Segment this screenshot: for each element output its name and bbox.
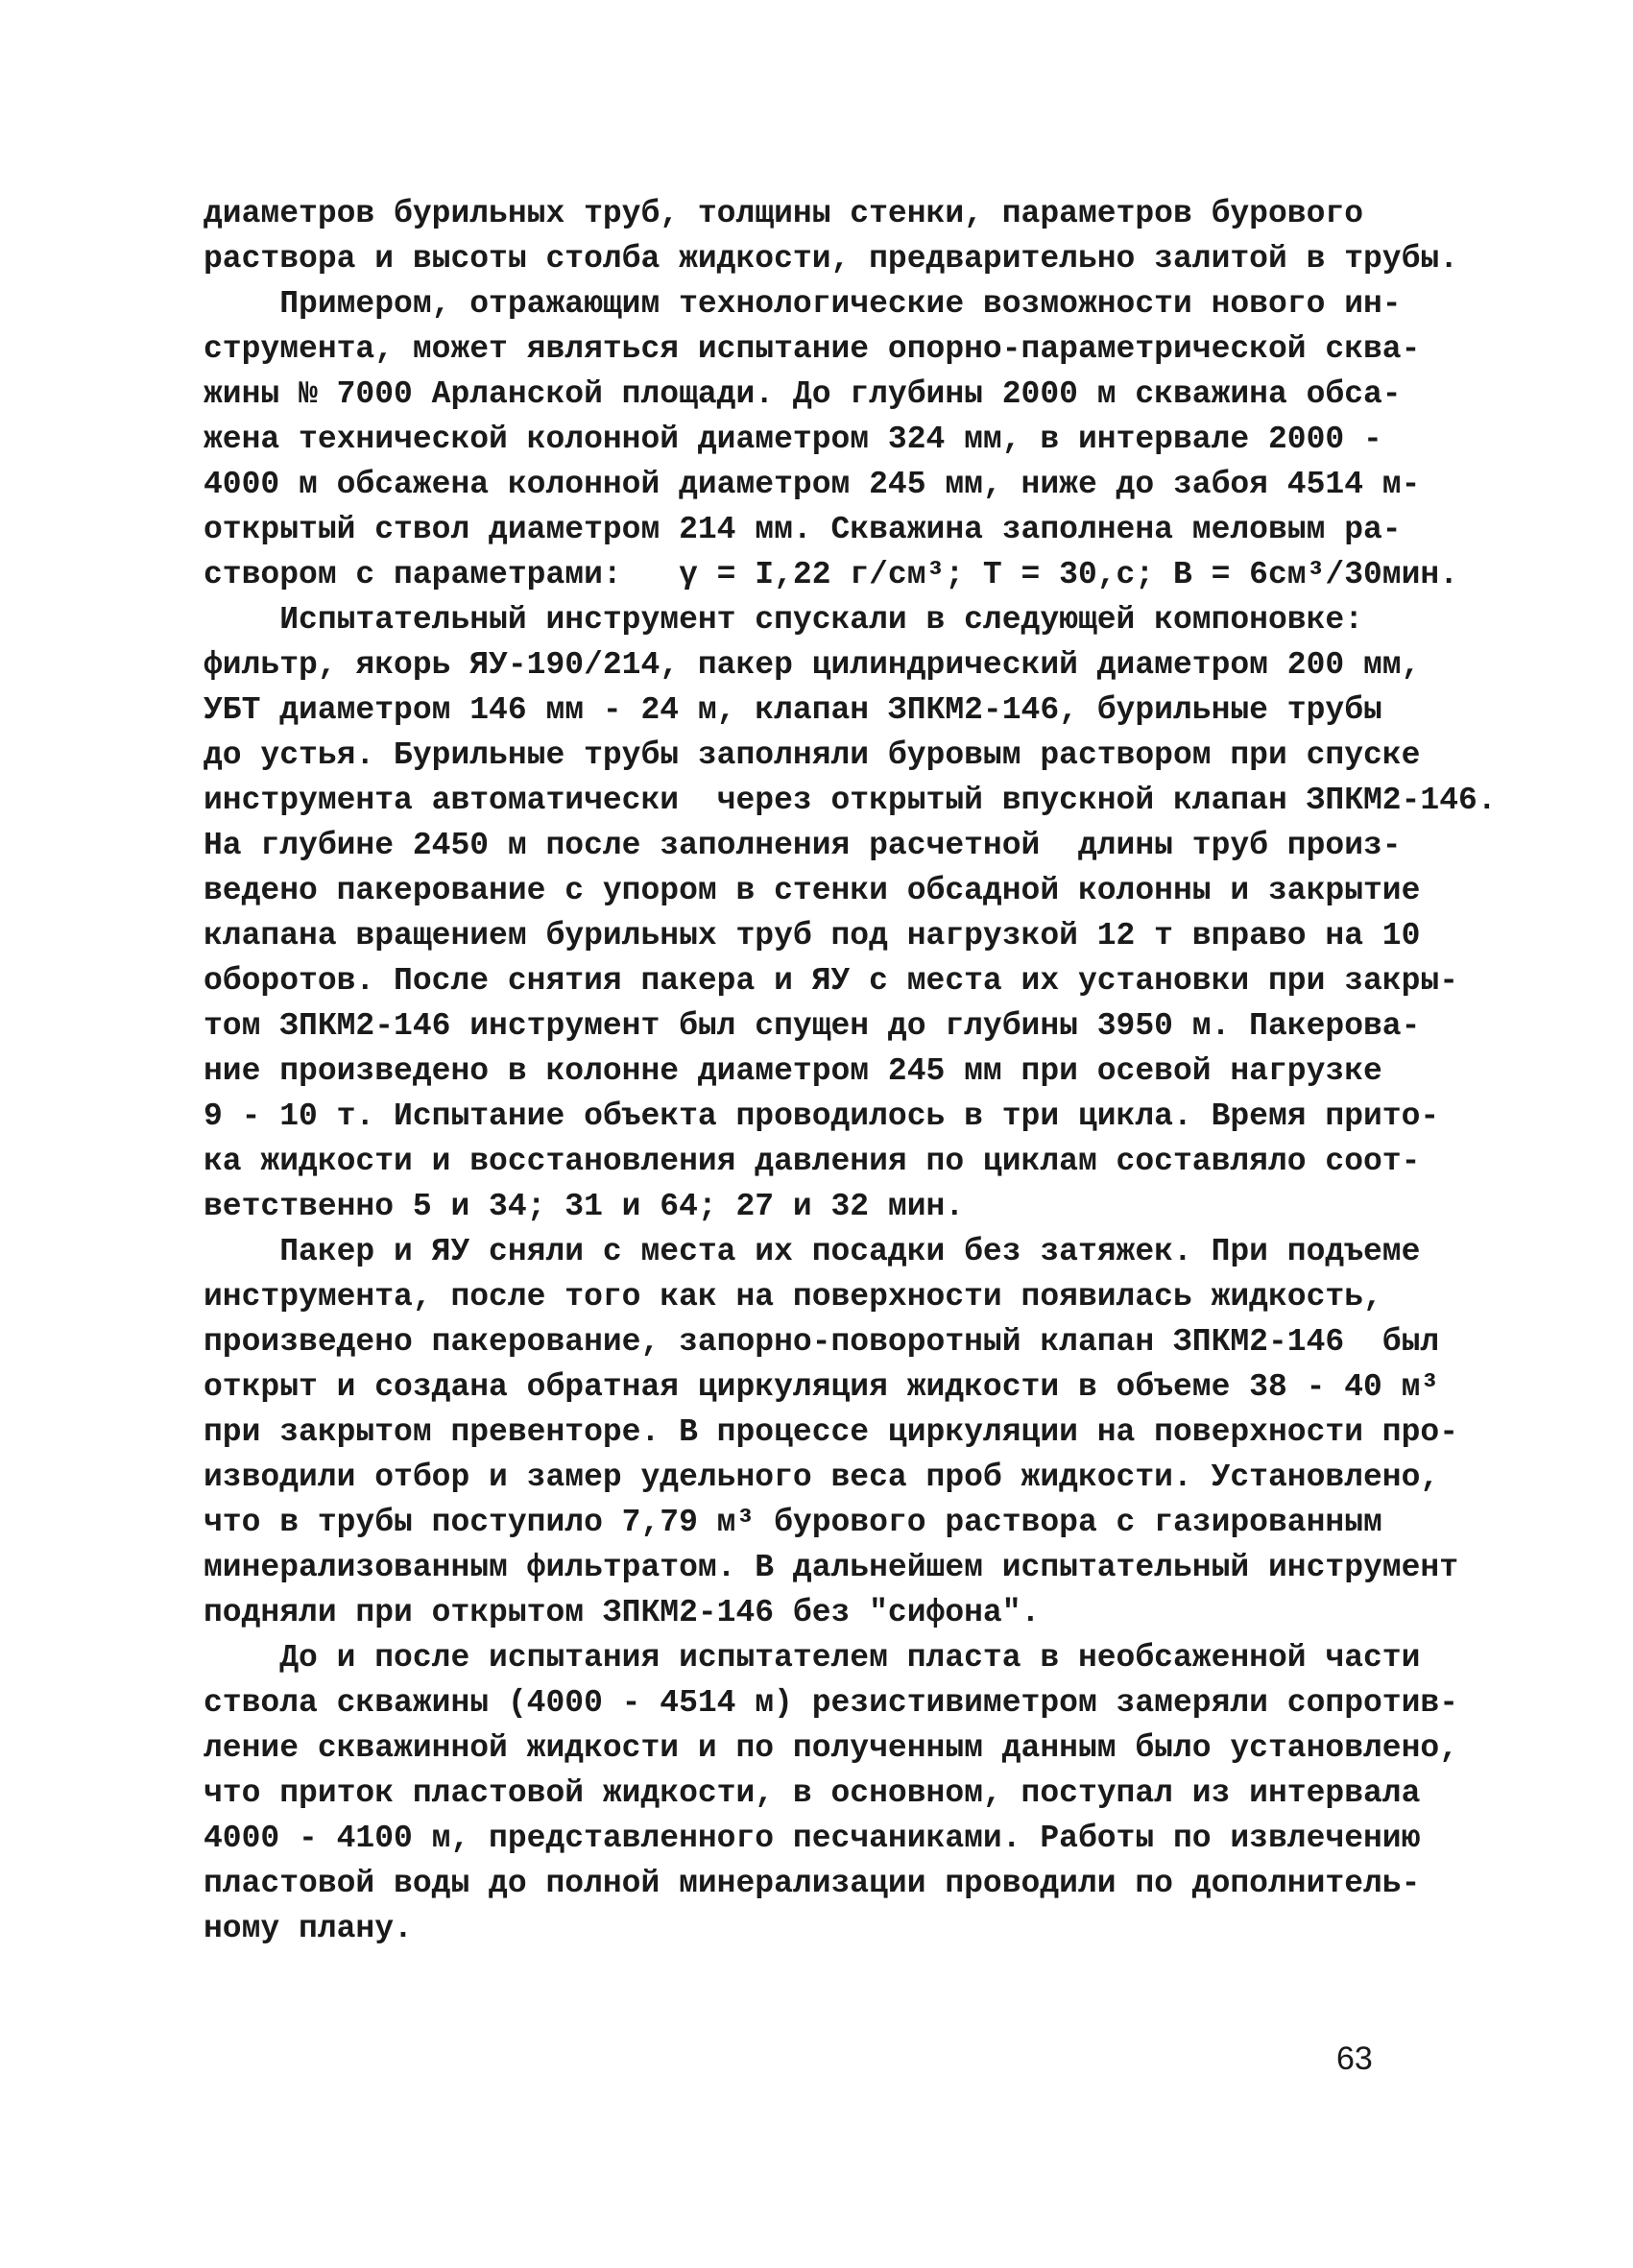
text-line: оборотов. После снятия пакера и ЯУ с места их установки при закры- [204, 963, 1459, 999]
text-line: до устья. Бурильные трубы заполняли буровым раствором при спуске [204, 737, 1421, 773]
text-line: инструмента автоматически через открытый впускной клапан ЗПКМ2-146. [204, 783, 1497, 818]
text-line: ление скважинной жидкости и по полученным данным было установлено, [204, 1730, 1459, 1766]
text-line: ведено пакерование с упором в стенки обсадной колонны и закрытие [204, 873, 1421, 908]
text-line: 9 - 10 т. Испытание объекта проводилось в три цикла. Время прито- [204, 1098, 1440, 1134]
text-line: 4000 м обсажена колонной диаметром 245 мм, ниже до забоя 4514 м- [204, 467, 1421, 502]
text-line: клапана вращением бурильных труб под нагрузкой 12 т вправо на 10 [204, 918, 1421, 953]
text-line: что приток пластовой жидкости, в основном, поступал из интервала [204, 1775, 1421, 1811]
text-line: створом с параметрами: γ = I,22 г/см³; Т = 30,с; В = 6см³/30мин. [204, 557, 1459, 592]
text-line: ному плану. [204, 1911, 413, 1946]
text-line: изводили отбор и замер удельного веса проб жидкости. Установлено, [204, 1460, 1440, 1495]
text-line: До и после испытания испытателем пласта в необсаженной части [204, 1640, 1421, 1676]
page-number: 63 [1336, 2040, 1373, 2077]
text-line: диаметров бурильных труб, толщины стенки, параметров бурового [204, 196, 1363, 231]
text-line: ветственно 5 и 34; 31 и 64; 27 и 32 мин. [204, 1189, 965, 1224]
text-line: том ЗПКМ2-146 инструмент был спущен до глубины 3950 м. Пакерова- [204, 1008, 1421, 1044]
text-line: ка жидкости и восстановления давления по циклам составляло соот- [204, 1144, 1421, 1179]
text-line: жины № 7000 Арланской площади. До глубины 2000 м скважина обса- [204, 376, 1402, 412]
text-line: подняли при открытом ЗПКМ2-146 без "сифона". [204, 1595, 1041, 1630]
text-line: что в трубы поступило 7,79 м³ бурового раствора с газированным [204, 1505, 1382, 1540]
text-line: жена технической колонной диаметром 324 мм, в интервале 2000 - [204, 422, 1382, 457]
text-line: 4000 - 4100 м, представленного песчаниками. Работы по извлечению [204, 1821, 1421, 1856]
text-line: струмента, может являться испытание опорно-параметрической сква- [204, 331, 1421, 367]
text-line: ние произведено в колонне диаметром 245 мм при осевой нагрузке [204, 1053, 1382, 1089]
text-line: УБТ диаметром 146 мм - 24 м, клапан ЗПКМ2-146, бурильные трубы [204, 692, 1382, 728]
text-line: произведено пакерование, запорно-поворотный клапан ЗПКМ2-146 был [204, 1324, 1440, 1360]
text-line: Примером, отражающим технологические возможности нового ин- [204, 286, 1402, 322]
text-line: минерализованным фильтратом. В дальнейшем испытательный инструмент [204, 1550, 1459, 1585]
text-line: На глубине 2450 м после заполнения расчетной длины труб произ- [204, 828, 1402, 863]
text-line: при закрытом превенторе. В процессе циркуляции на поверхности про- [204, 1414, 1459, 1450]
text-line: открыт и создана обратная циркуляция жидкости в объеме 38 - 40 м³ [204, 1369, 1440, 1405]
text-line: инструмента, после того как на поверхности появилась жидкость, [204, 1279, 1382, 1315]
text-line: Пакер и ЯУ сняли с места их посадки без затяжек. При подъеме [204, 1234, 1421, 1269]
text-line: ствола скважины (4000 - 4514 м) резистивиметром замеряли сопротив- [204, 1685, 1459, 1721]
text-line: раствора и высоты столба жидкости, предварительно залитой в трубы. [204, 241, 1459, 277]
text-line: открытый ствол диаметром 214 мм. Скважина заполнена меловым ра- [204, 512, 1402, 547]
text-line: пластовой воды до полной минерализации проводили по дополнитель- [204, 1866, 1421, 1901]
text-line: Испытательный инструмент спускали в следующей компоновке: [204, 602, 1363, 638]
text-line: фильтр, якорь ЯУ-190/214, пакер цилиндрический диаметром 200 мм, [204, 647, 1421, 683]
